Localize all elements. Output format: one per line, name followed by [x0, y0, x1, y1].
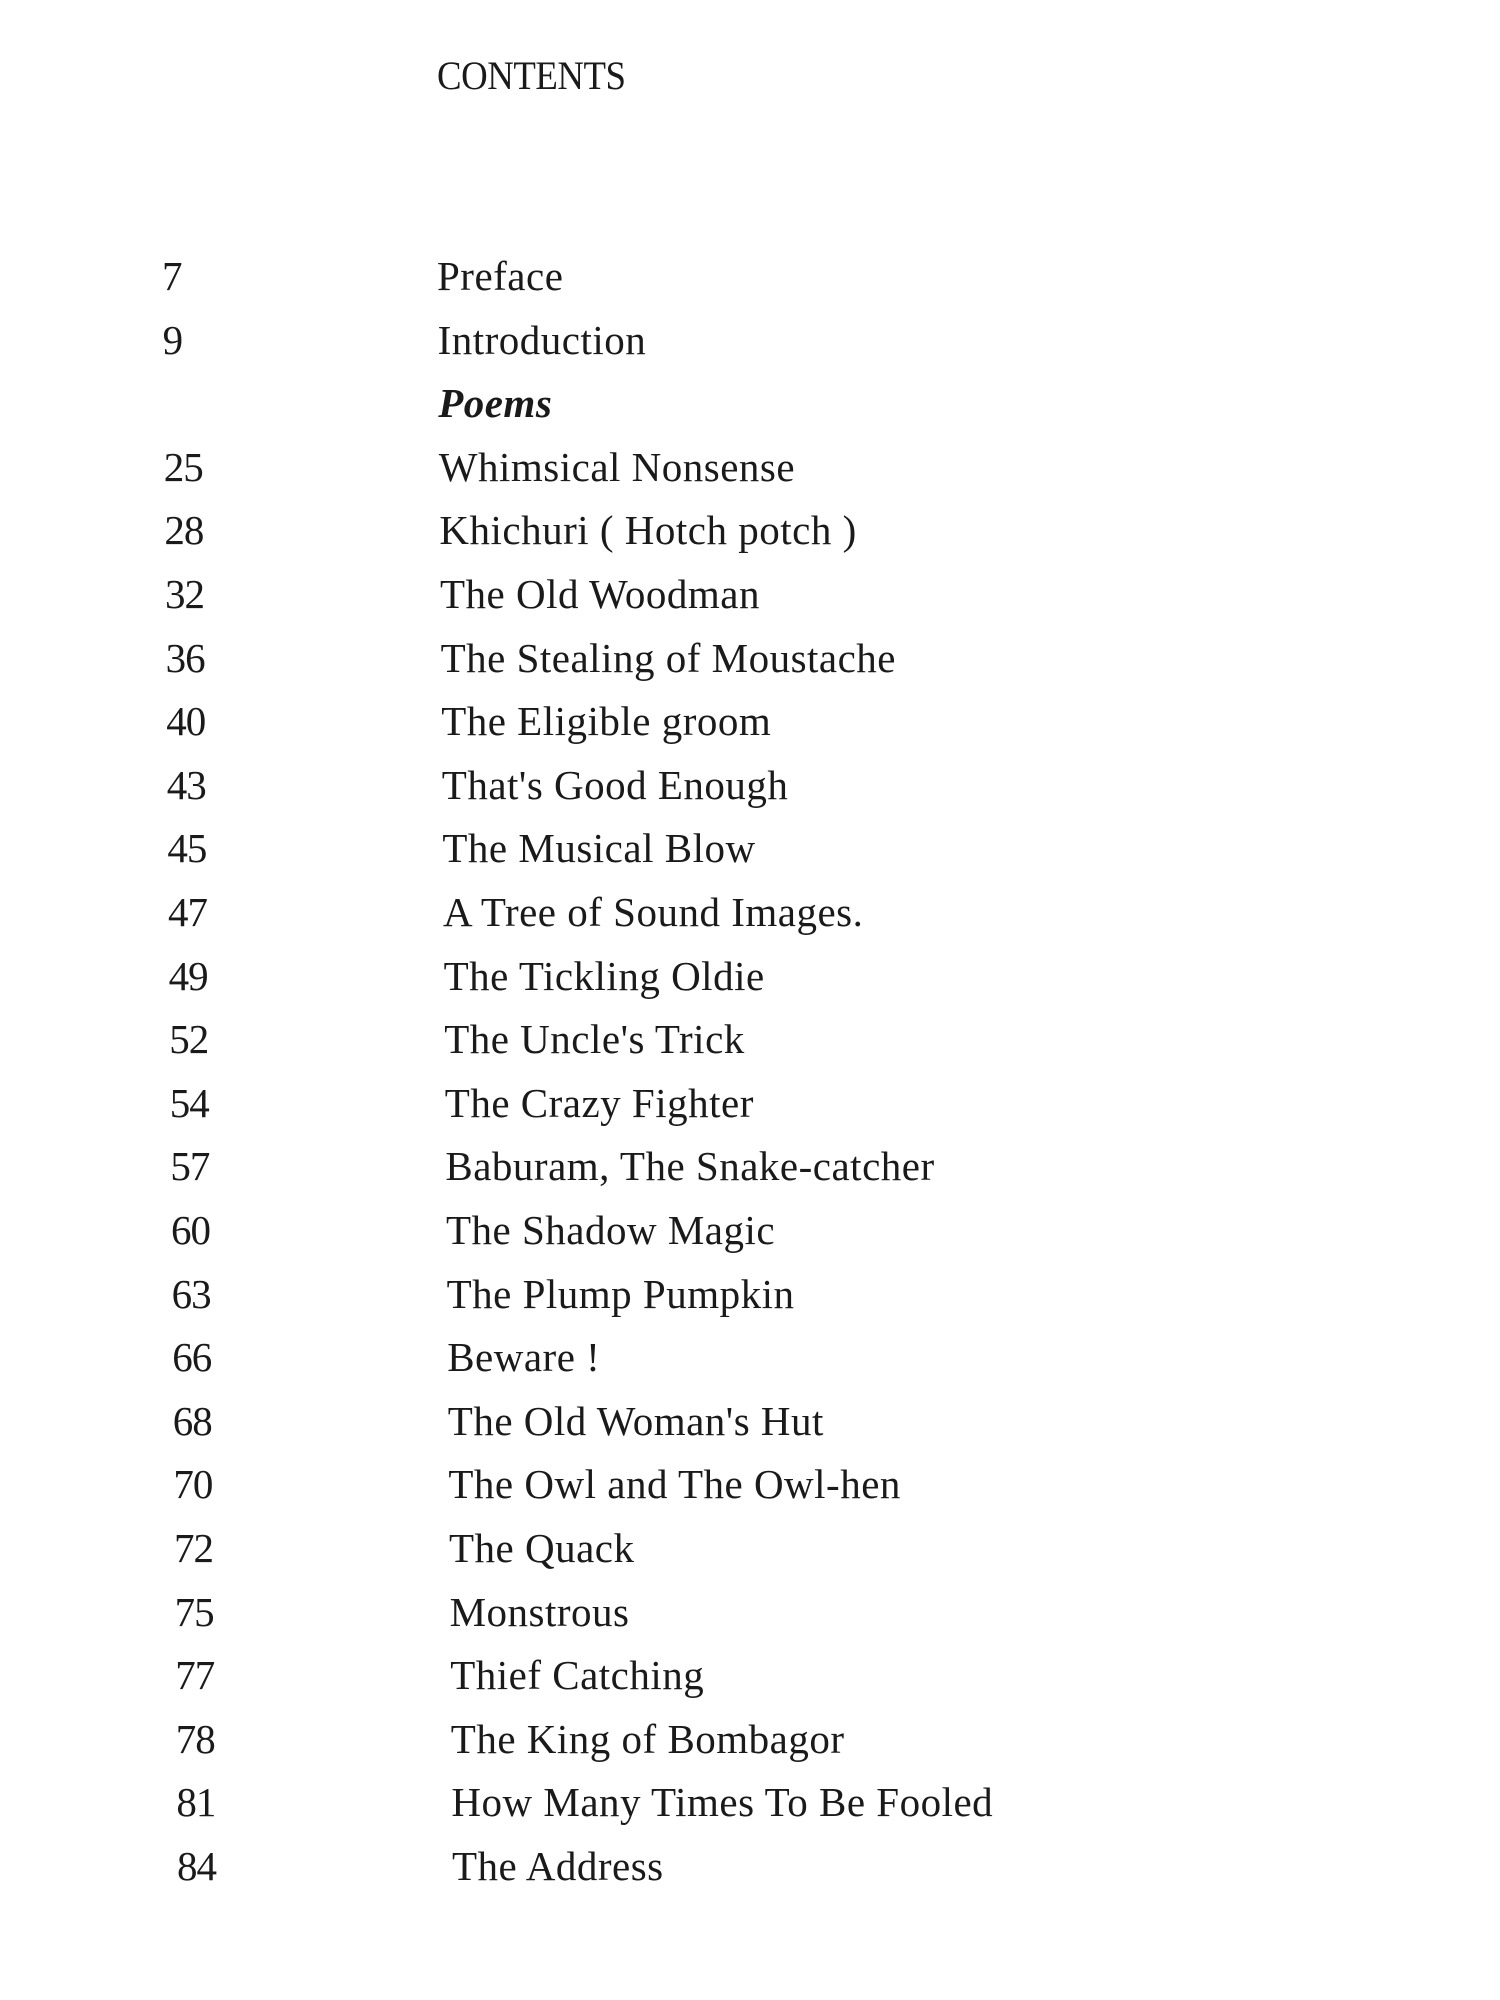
page-number: 72 [174, 1525, 213, 1571]
toc-entry [0, 1397, 1500, 1457]
entry-title: Thief Catching [450, 1652, 705, 1699]
entry-title: The Crazy Fighter [444, 1079, 754, 1126]
toc-entry [0, 1842, 1500, 1902]
entry-title: The Uncle's Trick [444, 1016, 745, 1063]
entry-title: Beware ! [447, 1334, 601, 1381]
page-number: 81 [176, 1779, 216, 1826]
page-number: 25 [163, 443, 203, 490]
page-number: 77 [175, 1652, 215, 1699]
entry-title: The Old Woman's Hut [447, 1397, 824, 1444]
toc-entry [0, 952, 1500, 1012]
section-heading-row [0, 379, 1500, 439]
page-number: 60 [171, 1207, 210, 1253]
entry-title: Whimsical Nonsense [438, 443, 796, 490]
page-number: 84 [177, 1843, 216, 1889]
entry-title: Introduction [437, 316, 647, 363]
toc-entry [0, 252, 1500, 312]
toc-entry [0, 1079, 1500, 1139]
entry-title: Khichuri ( Hotch potch ) [439, 507, 857, 554]
page-number: 43 [166, 761, 206, 808]
page-number: 36 [165, 634, 205, 681]
toc-entry [0, 888, 1500, 948]
toc-entry [0, 824, 1500, 884]
toc-entry [0, 443, 1500, 503]
entry-title: The Shadow Magic [446, 1207, 776, 1253]
toc-entry [0, 1588, 1500, 1648]
entry-title: The Owl and The Owl-hen [448, 1461, 901, 1508]
entry-title: How Many Times To Be Fooled [451, 1779, 994, 1826]
page-number: 28 [164, 507, 204, 554]
toc-entry [0, 316, 1500, 376]
toc-entry [0, 1270, 1500, 1330]
entry-title: A Tree of Sound Images. [443, 889, 864, 935]
page-number: 70 [173, 1461, 213, 1508]
toc-entry [0, 570, 1500, 630]
toc-entry [0, 1778, 1500, 1838]
toc-entry [0, 1206, 1500, 1266]
page-number: 7 [162, 253, 182, 299]
page-number: 49 [168, 952, 208, 999]
page-number: 45 [167, 825, 207, 872]
entry-title: The Stealing of Moustache [440, 634, 897, 681]
toc-entry [0, 1142, 1500, 1202]
toc-entry [0, 1651, 1500, 1711]
toc-entry [0, 1015, 1500, 1075]
page-number: 32 [165, 571, 204, 617]
toc-entry [0, 1333, 1500, 1393]
entry-title: The Quack [449, 1525, 635, 1571]
page-title: CONTENTS [437, 53, 626, 98]
toc-entry [0, 1460, 1500, 1520]
page-number: 78 [175, 1715, 215, 1762]
entry-title: The Address [452, 1843, 664, 1889]
section-title: Poems [438, 380, 553, 427]
entry-title: The King of Bombagor [450, 1715, 845, 1762]
toc-entry [0, 506, 1500, 566]
entry-title: The Plump Pumpkin [446, 1270, 795, 1317]
entry-title: Preface [437, 253, 564, 299]
page-number: 63 [171, 1270, 211, 1317]
entry-title: The Tickling Oldie [443, 952, 765, 999]
page-number: 66 [172, 1334, 212, 1381]
page-number: 54 [169, 1079, 209, 1126]
page-number: 9 [162, 316, 183, 363]
entry-title: The Eligible groom [441, 698, 772, 745]
entry-title: The Old Woodman [440, 571, 761, 617]
page-number: 47 [168, 889, 207, 935]
entry-title: Baburam, The Snake-catcher [445, 1143, 935, 1190]
toc-entry [0, 761, 1500, 821]
entry-title: That's Good Enough [441, 761, 789, 808]
page-number: 40 [166, 698, 206, 745]
toc-entry [0, 697, 1500, 757]
entry-title: The Musical Blow [442, 825, 756, 872]
toc-entry [0, 1715, 1500, 1775]
entry-title: Monstrous [449, 1588, 630, 1635]
page-number: 52 [169, 1016, 209, 1063]
page-number: 57 [170, 1143, 210, 1190]
toc-entry [0, 1524, 1500, 1584]
toc-entry [0, 634, 1500, 694]
page-number: 75 [174, 1588, 214, 1635]
page-number: 68 [172, 1397, 212, 1444]
